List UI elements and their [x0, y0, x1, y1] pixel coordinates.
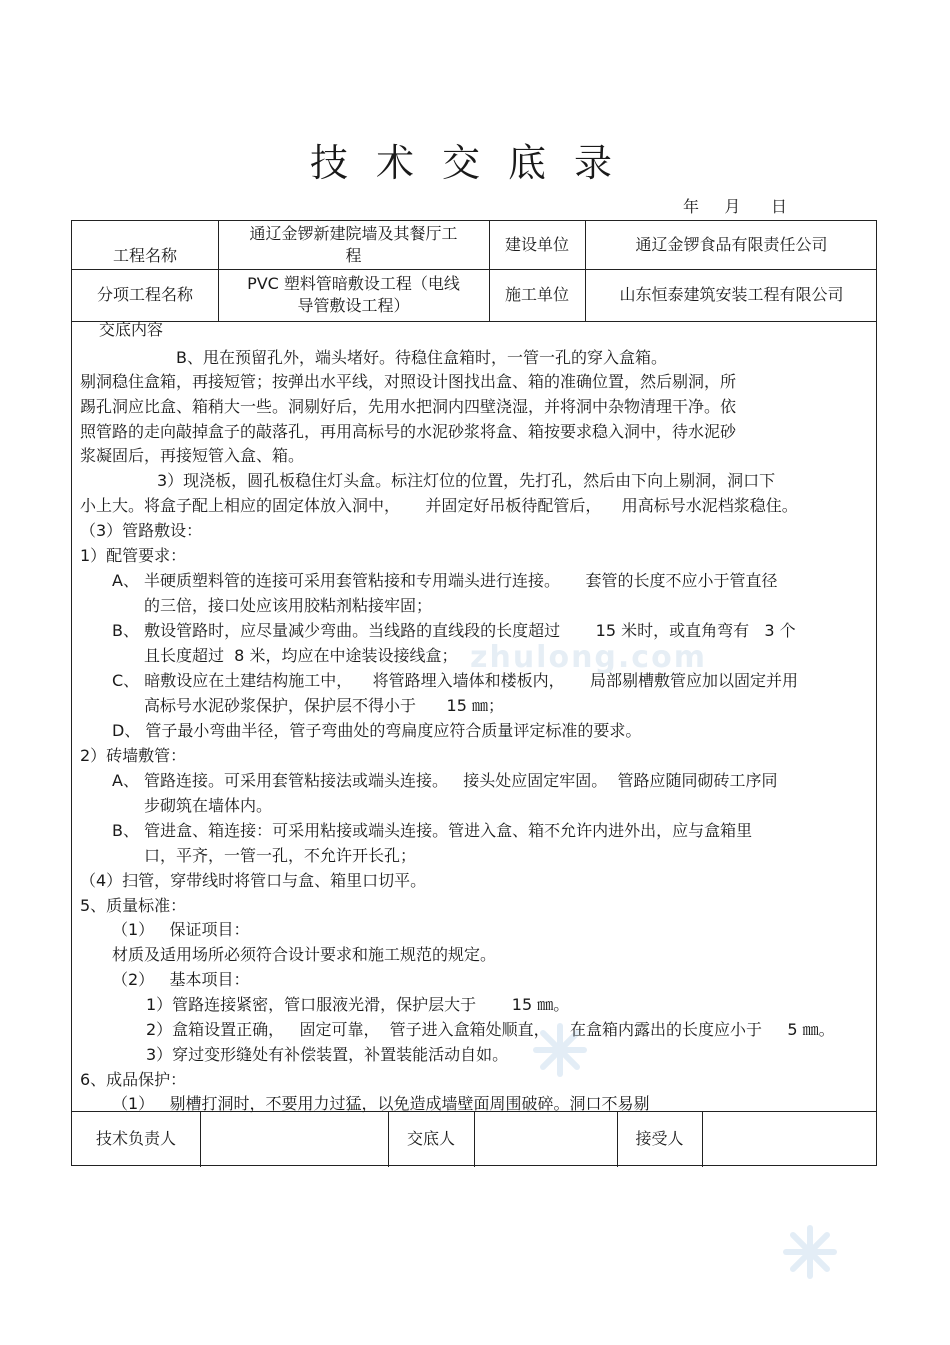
watermark-text: zhulong.com: [470, 640, 707, 675]
content-line: 照管路的走向敲掉盒子的敲落孔，再用高标号的水泥砂浆将盒、箱按要求稳入洞中，待水泥砂: [80, 422, 737, 441]
presenter-signature-field[interactable]: [474, 1111, 617, 1167]
content-heading: 交底内容: [99, 320, 164, 339]
content-line: 小上大。将盒子配上相应的固定体放入洞中， 并固定好吊板待配管后， 用高标号水泥档浆稳住。: [80, 496, 798, 515]
contractor-value: 山东恒泰建筑安装工程有限公司: [619, 285, 844, 304]
content-line: 3）穿过变形缝处有补偿装置，补置装能活动自如。: [146, 1045, 509, 1064]
receiver-signature-field[interactable]: [702, 1111, 878, 1167]
project-name-value: [218, 221, 489, 269]
content-line: 2）砖墙敷管：: [80, 746, 187, 765]
content-line: B、 敷设管路时，应尽量减少弯曲。当线路的直线段的长度超过 15 米时，或直角弯有 3 个: [112, 621, 796, 640]
presenter-label: 交底人: [406, 1129, 455, 1148]
content-line: B、甩在预留孔外，端头堵好。待稳住盒箱时，一管一孔的穿入盒箱。: [176, 348, 667, 367]
content-line: 3）现浇板，圆孔板稳住灯头盒。标注灯位的位置，先打孔，然后由下向上剔洞，洞口下: [157, 471, 776, 490]
receiver-label: 接受人: [635, 1129, 684, 1148]
content-line: （1） 剔槽打洞时，不要用力过猛，以免造成墙壁面周围破碎。洞口不易剔: [112, 1094, 650, 1113]
content-line: 2）盒箱设置正确， 固定可靠， 管子进入盒箱处顺直， 在盒箱内露出的长度应小于 5 ㎜。: [146, 1020, 835, 1039]
project-name-line2: 程: [345, 246, 362, 265]
content-line: 浆凝固后，再接短管入盒、箱。: [80, 446, 305, 465]
row-divider: [72, 321, 876, 322]
content-line: 5、质量标准：: [80, 896, 187, 915]
subproject-name-value: [218, 269, 489, 321]
content-line: C、 暗敷设应在土建结构施工中， 将管路埋入墙体和楼板内， 局部剔槽敷管应加以固定并用: [112, 671, 799, 690]
content-line: 6、成品保护：: [80, 1070, 187, 1089]
content-line: （4）扫管，穿带线时将管口与盒、箱里口切平。: [80, 871, 427, 890]
content-line: B、 管进盒、箱连接：可采用粘接或端头连接。管进入盒、箱不允许内进外出，应与盒箱里: [112, 821, 753, 840]
tech-lead-label: 技术负责人: [95, 1129, 176, 1148]
watermark-snowflake-icon: [780, 1222, 840, 1282]
content-line: （2） 基本项目：: [112, 970, 250, 989]
document-title: 技术交底录: [309, 141, 640, 185]
contractor-label: 施工单位: [504, 285, 569, 304]
tech-lead-signature-field[interactable]: [200, 1111, 388, 1167]
subproject-name-line1: PVC 塑料管暗敷设工程（电线: [247, 274, 460, 293]
project-name-line1: 通辽金锣新建院墙及其餐厅工: [249, 224, 458, 243]
content-line: A、 管路连接。可采用套管粘接法或端头连接。 接头处应固定牢固。 管路应随同砌砖工序同: [112, 771, 778, 790]
content-line: 口，平齐，一管一孔，不允许开长孔；: [144, 846, 417, 865]
content-line: （1） 保证项目：: [112, 920, 250, 939]
content-line: 1）管路连接紧密，管口服液光滑，保护层大于 15 ㎜。: [146, 995, 570, 1014]
content-line: 高标号水泥砂浆保护，保护层不得小于 15 ㎜；: [144, 696, 504, 715]
date-line: 年 月 日: [683, 197, 787, 216]
content-line: D、 管子最小弯曲半径，管子弯曲处的弯扁度应符合质量评定标准的要求。: [112, 721, 642, 740]
content-line: （3）管路敷设：: [80, 521, 203, 540]
content-line: 步砌筑在墙体内。: [144, 796, 273, 815]
construction-unit-value: 通辽金锣食品有限责任公司: [635, 235, 828, 254]
content-line: 1）配管要求：: [80, 546, 187, 565]
content-line: 的三倍，接口处应该用胶粘剂粘接牢固；: [144, 596, 433, 615]
subproject-name-label: 分项工程名称: [96, 285, 193, 304]
project-name-label: 工程名称: [112, 246, 177, 265]
content-line: 且长度超过 8 米，均应在中途装设接线盒；: [144, 646, 458, 665]
construction-unit-label: 建设单位: [504, 235, 569, 254]
content-line: 材质及适用场所必须符合设计要求和施工规范的规定。: [112, 945, 497, 964]
content-line: A、 半硬质塑料管的连接可采用套管粘接和专用端头进行连接。 套管的长度不应小于管直径: [112, 571, 778, 590]
subproject-name-line2: 导管敷设工程）: [297, 296, 410, 315]
content-line: 剔洞稳住盒箱，再接短管；按弹出水平线，对照设计图找出盒、箱的准确位置，然后剔洞，所: [80, 372, 737, 391]
content-line: 踢孔洞应比盒、箱稍大一些。洞剔好后，先用水把洞内四壁浇湿，并将洞中杂物清理干净。依: [80, 397, 737, 416]
